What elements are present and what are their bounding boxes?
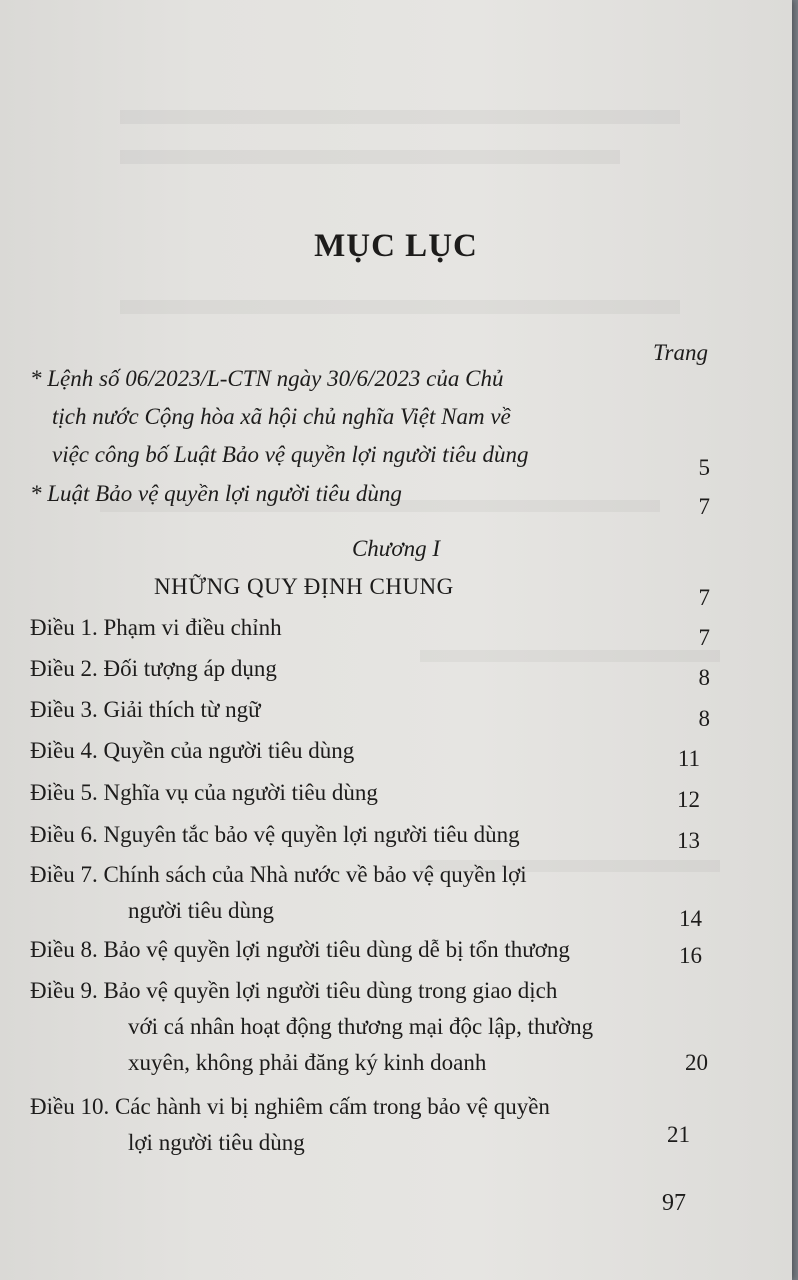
page-column-header: Trang (653, 340, 708, 365)
toc-entry-line: Điều 4. Quyền của người tiêu dùng (30, 738, 355, 763)
bleed-through-shadow (120, 110, 680, 124)
toc-entry-page: 21 (667, 1122, 690, 1147)
intro-item-line: việc công bố Luật Bảo vệ quyền lợi người tiêu dùng (52, 442, 529, 467)
toc-entry-line: xuyên, không phải đăng ký kinh doanh (128, 1050, 487, 1075)
page-title: MỤC LỤC (314, 228, 478, 264)
toc-entry-line: với cá nhân hoạt động thương mại độc lập, thường (128, 1014, 594, 1039)
toc-entry-line: Điều 6. Nguyên tắc bảo vệ quyền lợi người tiêu dùng (30, 822, 520, 847)
page-number: 97 (662, 1190, 686, 1216)
intro-item-line: * Luật Bảo vệ quyền lợi người tiêu dùng (30, 481, 402, 506)
toc-entry-line: người tiêu dùng (128, 898, 275, 923)
toc-entry-page: 12 (677, 787, 700, 812)
toc-entry-page: 16 (679, 943, 702, 968)
intro-item-line: * Lệnh số 06/2023/L-CTN ngày 30/6/2023 của Chủ (30, 366, 504, 391)
toc-entry-page: 8 (698, 665, 710, 690)
toc-entry-page: 8 (698, 706, 710, 731)
bleed-through-shadow (120, 150, 620, 164)
toc-entry-page: 13 (677, 828, 700, 853)
toc-entry-line: Điều 3. Giải thích từ ngữ (30, 697, 261, 722)
toc-entry-line: Điều 9. Bảo vệ quyền lợi người tiêu dùng trong giao dịch (30, 978, 558, 1003)
chapter-page: 7 (698, 585, 710, 610)
toc-entry-line: Điều 1. Phạm vi điều chỉnh (30, 615, 282, 640)
bleed-through-shadow (120, 300, 680, 314)
intro-item-page: 7 (698, 494, 710, 519)
toc-entry-page: 7 (698, 625, 710, 650)
chapter-title: NHỮNG QUY ĐỊNH CHUNG (154, 574, 454, 599)
toc-entry-line: Điều 8. Bảo vệ quyền lợi người tiêu dùng dễ bị tổn thương (30, 937, 570, 962)
toc-entry-line: Điều 2. Đối tượng áp dụng (30, 656, 277, 681)
bleed-through-shadow (420, 650, 720, 662)
chapter-label: Chương I (351, 536, 441, 561)
toc-entry-page: 14 (679, 906, 702, 931)
toc-entry-page: 11 (677, 746, 700, 771)
toc-entry-line: Điều 10. Các hành vi bị nghiêm cấm trong bảo vệ quyền (30, 1094, 550, 1119)
toc-entry-line: lợi người tiêu dùng (128, 1130, 305, 1155)
toc-entry-page: 20 (685, 1050, 708, 1075)
intro-item-line: tịch nước Cộng hòa xã hội chủ nghĩa Việt Nam về (52, 404, 511, 429)
toc-entry-line: Điều 5. Nghĩa vụ của người tiêu dùng (30, 780, 378, 805)
toc-entry-line: Điều 7. Chính sách của Nhà nước về bảo vệ quyền lợi (30, 862, 527, 887)
intro-item-page: 5 (698, 455, 710, 480)
